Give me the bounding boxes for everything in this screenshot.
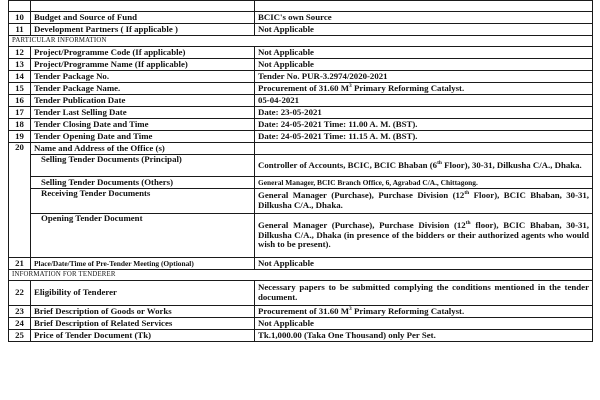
section-header-row	[9, 270, 593, 281]
table-row	[9, 47, 593, 59]
row-number: 14	[9, 71, 31, 83]
value-text: General Manager (Purchase), Purchase Division (12	[258, 220, 466, 231]
table-row	[9, 281, 593, 306]
value-text: Controller of Accounts, BCIC, BCIC Bhaban (6	[258, 159, 438, 170]
cell-empty	[31, 1, 255, 12]
row-number: 13	[9, 59, 31, 71]
value-text: Floor), 30-31, Dilkusha C/A., Dhaka.	[441, 159, 582, 170]
field-label: Selling Tender Documents (Principal)	[31, 155, 255, 177]
field-label: Tender Opening Date and Time	[31, 131, 255, 143]
field-label: Project/Programme Code (If applicable)	[31, 47, 255, 59]
field-label: Receiving Tender Documents	[31, 189, 255, 214]
value-text: floor), BCIC Bhaban, 30-31, Dilkusha C/A., Dhaka (in presence of the bidders or their authorized agents who would wish to be present).	[258, 220, 589, 250]
field-label: Budget and Source of Fund	[31, 12, 255, 24]
field-label: Eligibility of Tenderer	[31, 281, 255, 306]
field-label: Name and Address of the Office (s)	[31, 143, 255, 155]
field-label: Tender Package Name.	[31, 83, 255, 95]
field-label: Opening Tender Document	[31, 214, 255, 258]
table-row	[9, 214, 593, 258]
value-text: Floor), BCIC Bhaban, 30-31, Dilkusha C/A., Dhaka.	[258, 190, 589, 210]
cell-empty	[255, 1, 593, 12]
field-value: Not Applicable	[255, 24, 593, 36]
superscript: th	[437, 159, 442, 166]
field-value: Tk.1,000.00 (Taka One Thousand) only Per Set.	[255, 330, 593, 342]
value-text: General Manager (Purchase), Purchase Division (12	[258, 190, 465, 201]
table-row	[9, 258, 593, 270]
section-header-row	[9, 36, 593, 47]
row-number: 12	[9, 47, 31, 59]
row-number: 24	[9, 318, 31, 330]
table-row	[9, 155, 593, 177]
table-row	[9, 83, 593, 95]
field-value: Not Applicable	[255, 318, 593, 330]
row-number: 17	[9, 107, 31, 119]
table-row	[9, 318, 593, 330]
field-label: Brief Description of Goods or Works	[31, 306, 255, 318]
field-value: Date: 24-05-2021 Time: 11.00 A. M. (BST).	[255, 119, 593, 131]
field-label: Project/Programme Name (If applicable)	[31, 59, 255, 71]
row-number: 11	[9, 24, 31, 36]
field-value: BCIC's own Source	[255, 12, 593, 24]
field-label: Brief Description of Related Services	[31, 318, 255, 330]
table-row	[9, 12, 593, 24]
field-label: Tender Publication Date	[31, 95, 255, 107]
field-value	[255, 83, 593, 95]
table-row	[9, 131, 593, 143]
field-value: Not Applicable	[255, 47, 593, 59]
field-label: Development Partners ( If applicable )	[31, 24, 255, 36]
field-value	[255, 214, 593, 258]
value-text: Primary Reforming Catalyst.	[351, 305, 465, 316]
table-row	[9, 95, 593, 107]
section-title: INFORMATION FOR TENDERER	[9, 270, 593, 281]
field-value: Date: 24-05-2021 Time: 11.15 A. M. (BST).	[255, 131, 593, 143]
table-row	[9, 24, 593, 36]
field-value	[255, 155, 593, 177]
superscript: th	[465, 220, 471, 227]
row-number: 10	[9, 12, 31, 24]
field-label: Tender Package No.	[31, 71, 255, 83]
field-value	[255, 189, 593, 214]
superscript: 3	[349, 82, 352, 89]
table-row	[9, 306, 593, 318]
field-label: Tender Last Selling Date	[31, 107, 255, 119]
superscript: 3	[349, 305, 352, 312]
row-number: 21	[9, 258, 31, 270]
row-number: 15	[9, 83, 31, 95]
section-title: PARTICULAR INFORMATION	[9, 36, 593, 47]
row-number: 23	[9, 306, 31, 318]
tender-notice-table	[8, 0, 593, 342]
field-value: Date: 23-05-2021	[255, 107, 593, 119]
field-value	[255, 306, 593, 318]
field-value: Tender No. PUR-3.2974/2020-2021	[255, 71, 593, 83]
table-row	[9, 59, 593, 71]
row-number: 19	[9, 131, 31, 143]
value-text: Procurement of 31.60 M	[258, 305, 350, 316]
cell-empty	[9, 1, 31, 12]
value-text: Primary Reforming Catalyst.	[351, 82, 465, 93]
table-row	[9, 107, 593, 119]
field-value: Not Applicable	[255, 59, 593, 71]
row-number: 22	[9, 281, 31, 306]
superscript: th	[464, 190, 470, 197]
field-value: Not Applicable	[255, 258, 593, 270]
field-label: Price of Tender Document (Tk)	[31, 330, 255, 342]
table-row	[9, 177, 593, 189]
table-row	[9, 189, 593, 214]
field-label: Place/Date/Time of Pre-Tender Meeting (Optional)	[31, 258, 255, 270]
field-value-empty	[255, 143, 593, 155]
field-label: Selling Tender Documents (Others)	[31, 177, 255, 189]
row-number: 25	[9, 330, 31, 342]
field-label: Tender Closing Date and Time	[31, 119, 255, 131]
row-number: 20	[9, 143, 31, 258]
field-value: Necessary papers to be submitted complying the conditions mentioned in the tender document.	[255, 281, 593, 306]
field-value: General Manager, BCIC Branch Office, 6, Agrabad C/A., Chittagong.	[255, 177, 593, 189]
table-row	[9, 330, 593, 342]
table-row-top	[9, 1, 593, 12]
field-value: 05-04-2021	[255, 95, 593, 107]
table-row	[9, 119, 593, 131]
row-number: 16	[9, 95, 31, 107]
row-number: 18	[9, 119, 31, 131]
table-row	[9, 143, 593, 155]
value-text: Procurement of 31.60 M	[258, 82, 350, 93]
table-row	[9, 71, 593, 83]
